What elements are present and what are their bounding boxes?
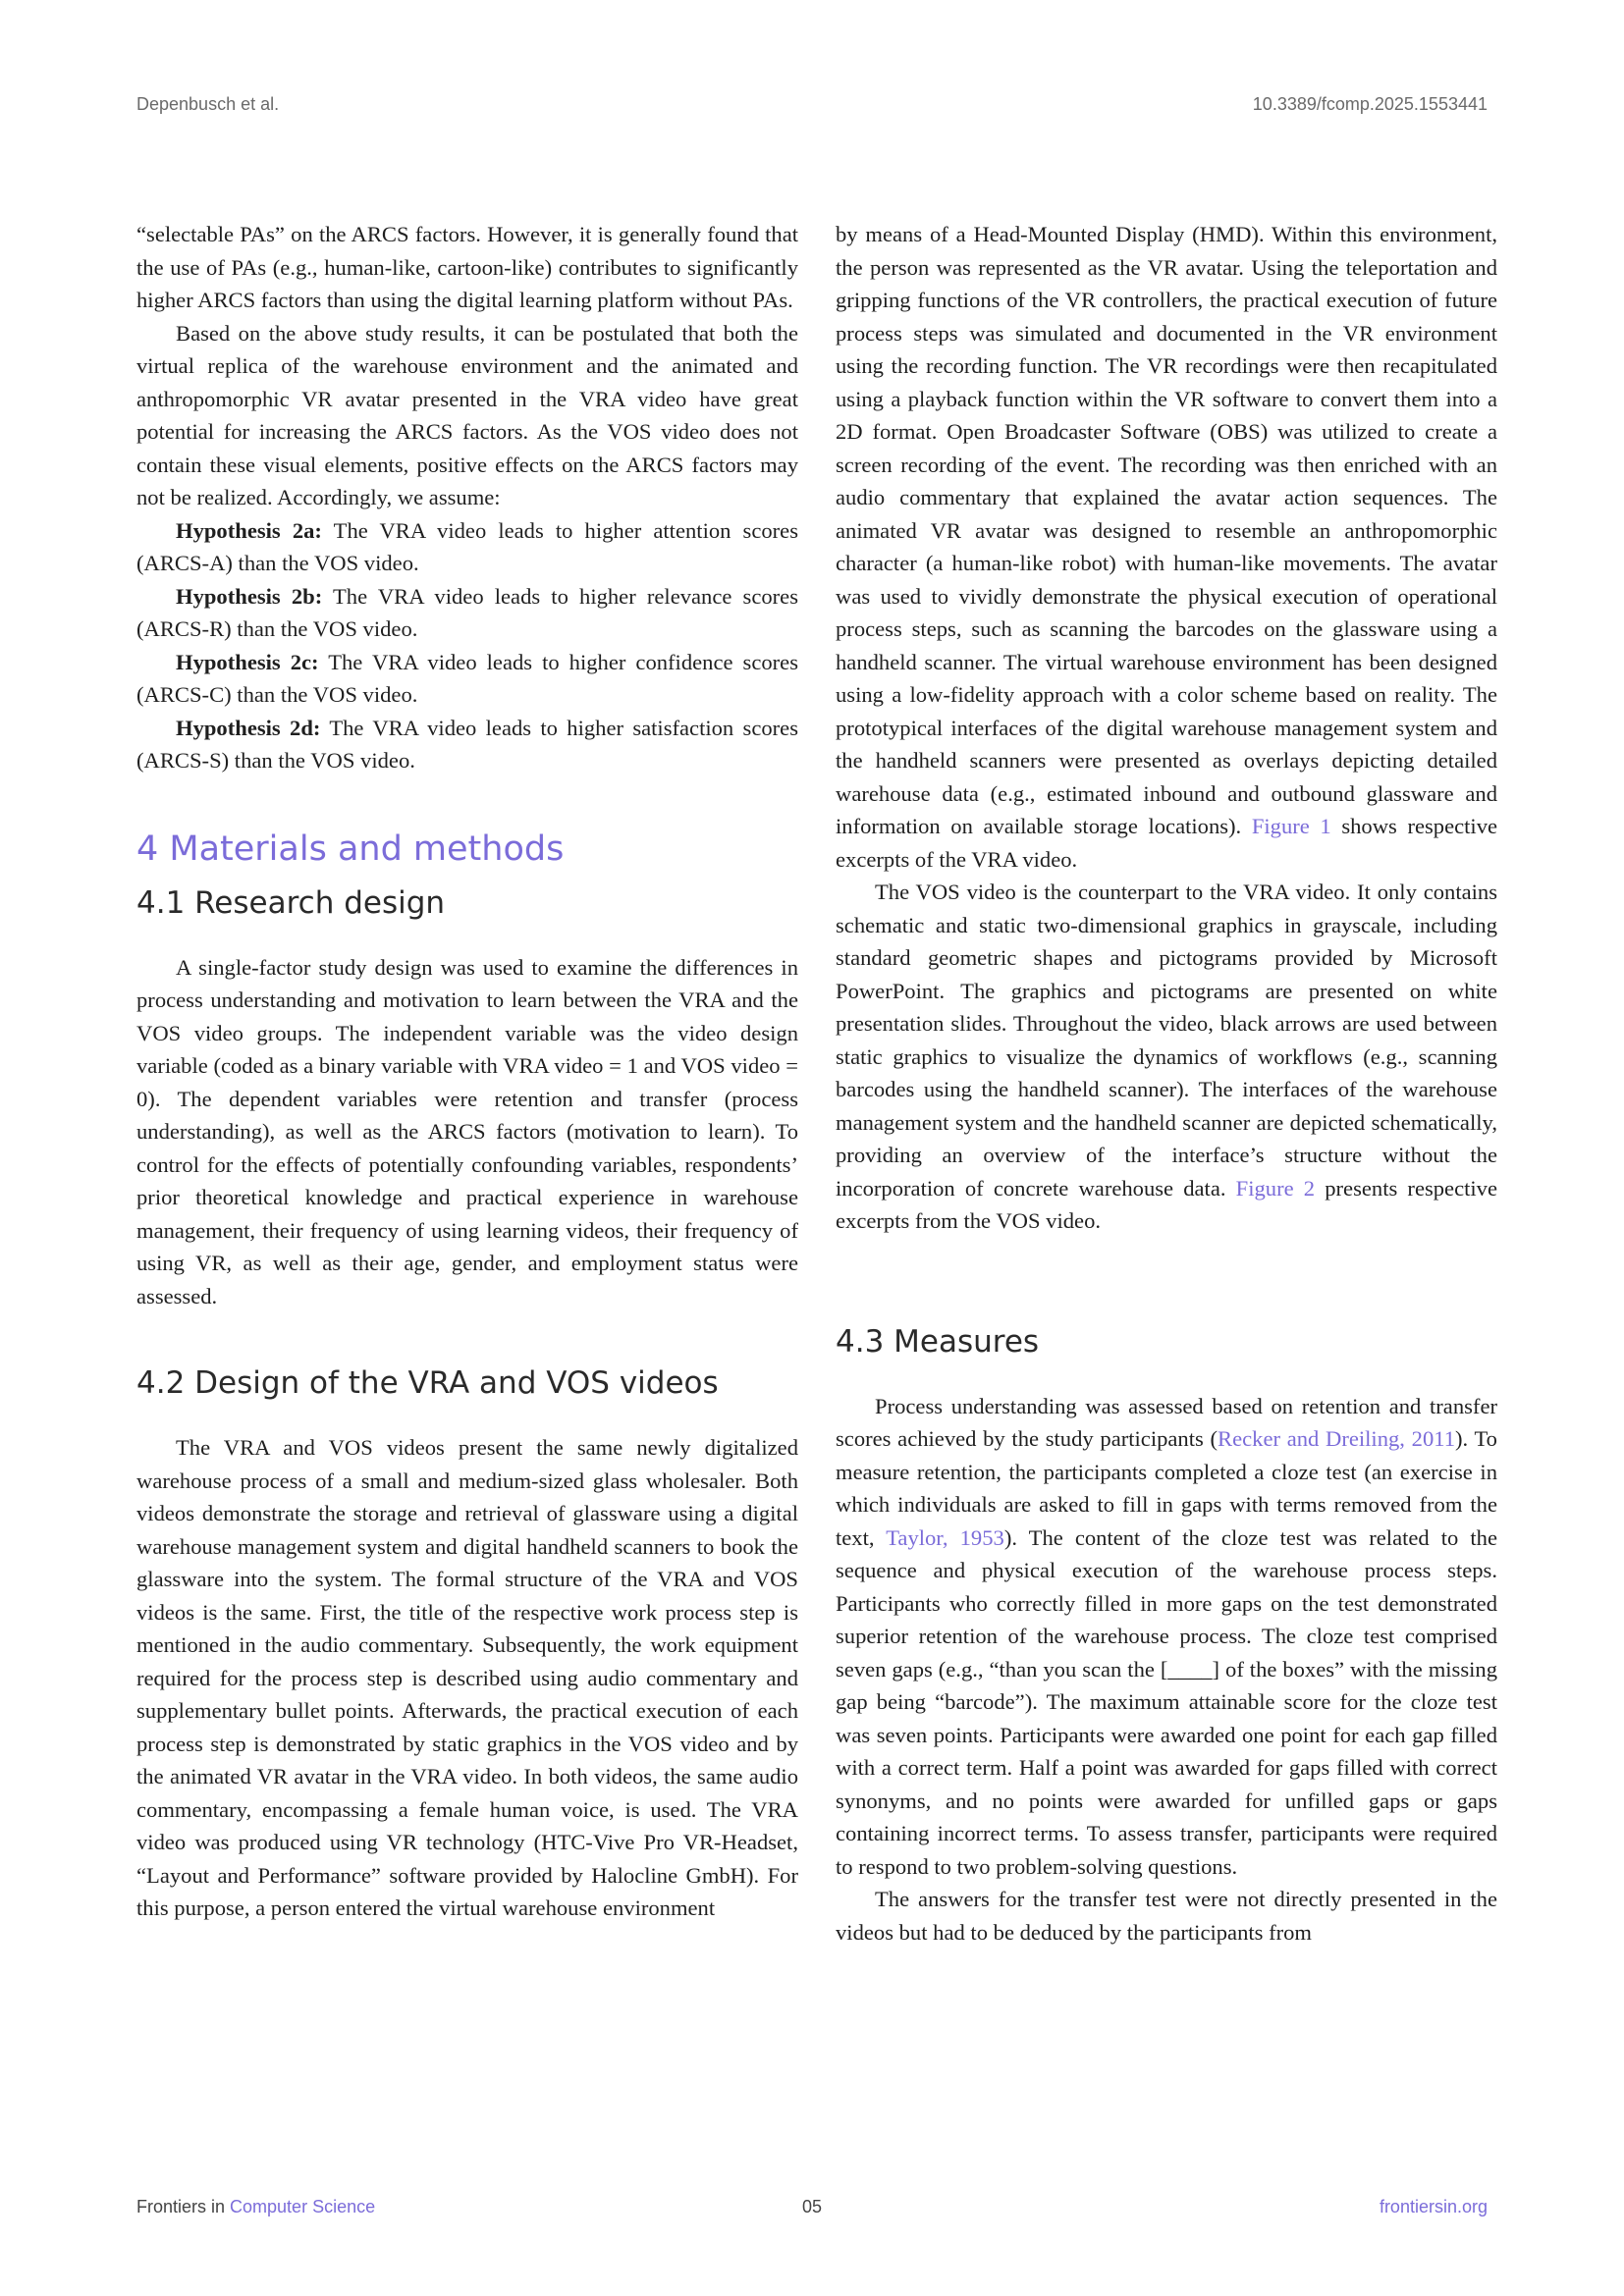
right-column [836, 218, 1497, 1949]
paragraph-text: shows respective excerpts of the VRA video. [836, 814, 1498, 872]
hypothesis-text: The VRA video leads to higher confidence scores (ARCS-C) than the VOS video. [136, 649, 798, 707]
hypothesis-text: The VRA video leads to higher relevance scores (ARCS-R) than the VOS video. [136, 583, 799, 641]
hypothesis-text: The VRA video leads to higher satisfaction scores (ARCS-S) than the VOS video. [136, 715, 798, 773]
section-heading: 4 Materials and methods [136, 828, 565, 869]
hypothesis-2c [136, 646, 798, 712]
hypothesis-label: Hypothesis 2a: [176, 517, 322, 543]
citation-link[interactable]: Taylor, 1953 [886, 1524, 1004, 1550]
paragraph-text: presents respective excerpts from the VOS video. [836, 1175, 1497, 1233]
hypothesis-2d [136, 712, 798, 777]
hypothesis-label: Hypothesis 2d: [176, 715, 321, 740]
paragraph [836, 876, 1497, 1238]
paragraph [836, 1390, 1497, 1884]
paragraph-text: ). The content of the cloze test was related to the sequence and physical execution of the warehouse process steps. Participants who correctly filled in more gaps on the test demonstrated superior retention of the warehouse process. The cloze test comprised seven gaps (e.g., “than you scan the [____] of the boxes” with the missing gap being “barcode”). The maximum attainable score for the cloze test was seven points. Participants were awarded one point for each gap filled with a correct term. Half a point was awarded for gaps filled with correct synonyms, and no points were awarded for unfilled gaps or gaps containing incorrect terms. To assess transfer, participants were required to respond to two problem-solving questions. [836, 1524, 1497, 1879]
hypothesis-text: The VRA video leads to higher attention scores (ARCS-A) than the VOS video. [136, 517, 799, 575]
paragraph-text: The VOS video is the counterpart to the VRA video. It only contains schematic and static two-dimensional graphics in grayscale, including standard geometric shapes and pictograms provided by Microsoft PowerPoint. The graphics and pictograms are presented on white presentation slides. Throughout the video, black arrows are used between static graphics to visualize the dynamics of workflows (e.g., scanning barcodes using the handheld scanner). The interfaces of the warehouse management system and the handheld scanner are depicted schematically, providing an overview of the interface’s structure without the incorporation of concrete warehouse data. [836, 880, 1497, 1201]
paragraph: The VRA and VOS videos present the same newly digitalized warehouse process of a small and medium-sized glass wholesaler. Both videos demonstrate the storage and retrieval of glassware using a digital warehouse management system and digital handheld scanners to book the glassware into the system. The formal structure of the VRA and VOS videos is the same. First, the title of the respective work process step is mentioned in the audio commentary. Subsequently, the work equipment required for the process step is described using audio commentary and supplementary bullet points. Afterwards, the practical execution of each process step is demonstrated by static graphics in the VOS video and by the animated VR avatar in the VRA video. In both videos, the same audio commentary, encompassing a female human voice, is used. The VRA video was produced using VR technology (HTC-Vive Pro VR-Headset, “Layout and Performance” software provided by Halocline GmbH). For this purpose, a person entered the virtual warehouse environment [136, 1435, 798, 1920]
figure-1-link[interactable]: Figure 1 [1251, 814, 1331, 838]
paragraph-text: by means of a Head-Mounted Display (HMD). Within this environment, the person was represented as the VR avatar. Using the teleportation and gripping functions of the VR controllers, the practical execution of future process steps was simulated and documented in the VR environment using the recording function. The VR recordings were then recapitulated using a playback function within the VR software to convert them into a 2D format. Open Broadcaster Software (OBS) was utilized to create a screen recording of the event. The recording was then enriched with an audio commentary that explained the avatar action sequences. The animated VR avatar was designed to resemble an anthropomorphic character (a human-like robot) with human-like movements. The avatar was used to vividly demonstrate the physical execution of operational process steps, such as scanning the barcodes on the glassware using a handheld scanner. The virtual warehouse environment has been designed using a low-fidelity approach with a color scheme based on reality. The prototypical interfaces of the digital warehouse management system and the handheld scanners were presented as overlays depicting detailed warehouse data (e.g., estimated inbound and outbound glassware and information on available storage locations). [836, 222, 1497, 838]
subsection-heading: 4.3 Measures [836, 1323, 1040, 1360]
paragraph-text: ). To measure retention, the participants completed a cloze test (an exercise in which individuals are asked to fill in gaps with terms removed from the text, [836, 1426, 1497, 1550]
paragraph: A single-factor study design was used to examine the differences in process understanding and motivation to learn between the VRA and the VOS video groups. The independent variable was the video design variable (coded as a binary variable with VRA video = 1 and VOS video = 0). The dependent variables were retention and transfer (process understanding), as well as the ARCS factors (motivation to learn). To control for the effects of potentially confounding variables, respondents’ prior theoretical knowledge and practical experience in warehouse management, their frequency of using learning videos, their frequency of using VR, as well as their age, gender, and employment status were assessed. [136, 954, 798, 1308]
subsection-heading: 4.1 Research design [136, 884, 446, 921]
running-header-doi[interactable]: 10.3389/fcomp.2025.1553441 [1252, 94, 1488, 114]
paragraph: Based on the above study results, it can be postulated that both the virtual replica of the warehouse environment and the animated and anthropomorphic VR avatar presented in the VRA video have great potential for increasing the ARCS factors. As the VOS video does not contain these visual elements, positive effects on the ARCS factors may not be realized. Accordingly, we assume: [136, 320, 798, 509]
subsection-heading: 4.2 Design of the VRA and VOS videos [136, 1365, 719, 1401]
footer-site-link[interactable]: frontiersin.org [1379, 2197, 1488, 2216]
paragraph: The answers for the transfer test were not directly presented in the videos but had to be deduced by the participants from [836, 1887, 1497, 1945]
hypothesis-2b [136, 580, 798, 646]
running-header-authors: Depenbusch et al. [136, 94, 280, 114]
paragraph: “selectable PAs” on the ARCS factors. However, it is generally found that the use of PAs (e.g., human-like, cartoon-like) contributes to significantly higher ARCS factors than using the digital learning platform without PAs. [136, 222, 798, 312]
page-number: 05 [801, 2197, 823, 2216]
citation-link[interactable]: Recker and Dreiling, 2011 [1218, 1426, 1455, 1451]
footer-journal-prefix: Frontiers in [136, 2197, 231, 2216]
left-column [136, 218, 798, 1925]
footer-journal-name[interactable]: Computer Science [230, 2197, 376, 2216]
paragraph [836, 218, 1497, 876]
paragraph-text: Process understanding was assessed based on retention and transfer scores achieved by the study participants ( [836, 1393, 1497, 1451]
hypothesis-2a [136, 514, 798, 580]
figure-2-link[interactable]: Figure 2 [1235, 1175, 1316, 1201]
hypothesis-label: Hypothesis 2c: [176, 649, 319, 674]
hypothesis-label: Hypothesis 2b: [176, 583, 323, 609]
